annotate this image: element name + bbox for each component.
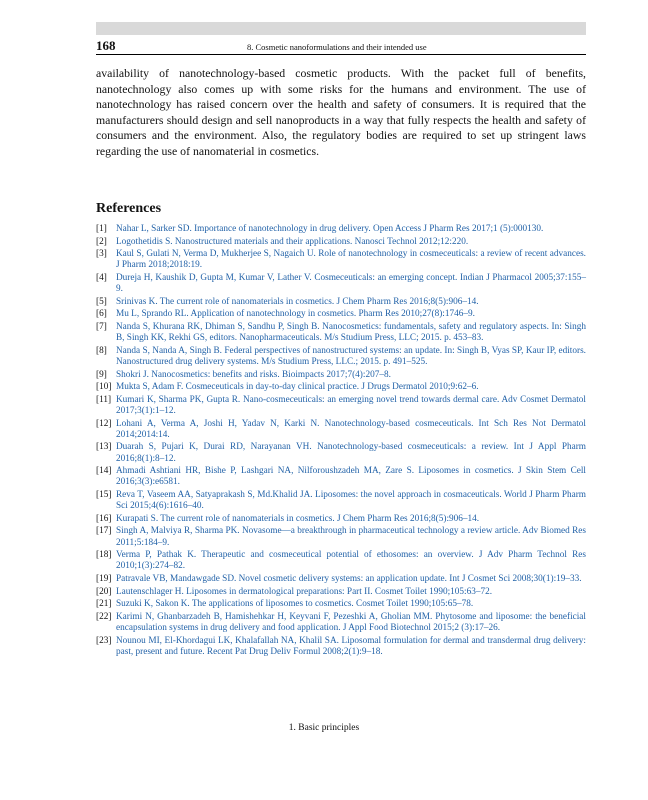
- reference-item: [96, 612, 586, 634]
- page-number: 168: [96, 38, 116, 53]
- reference-link[interactable]: Nahar L, Sarker SD. Importance of nanotechnology in drug delivery. Open Access J Pharm Res 2017;1 (5):000130.: [116, 224, 544, 234]
- reference-item: [96, 297, 586, 308]
- reference-link[interactable]: Patravale VB, Mandawgade SD. Novel cosmetic delivery systems: an application update. Int J Cosmet Sci 2008;30(1):19–33.: [116, 573, 582, 584]
- references-heading: References: [96, 201, 162, 216]
- reference-link[interactable]: Kurapati S. The current role of nanomaterials in cosmetics. J Chem Pharm Res 2016;8(5):906–14.: [116, 513, 480, 524]
- reference-link[interactable]: Logothetidis S. Nanostructured materials and their applications. Nanosci Technol 2012;12:220.: [116, 236, 469, 247]
- reference-item: [96, 346, 586, 368]
- reference-number: [1]: [96, 224, 107, 234]
- reference-item: [96, 442, 586, 464]
- reference-link[interactable]: Nanda S, Khurana RK, Dhiman S, Sandhu P, Singh B. Nanocosmetics: fundamentals, safety and regulatory aspects. In: Singh B, Singh KK, Rekhi GS, editors. Nanopharmaceuticals. M/s Studium Press, LLC; 2015. p. 453–83.: [116, 321, 586, 344]
- reference-item: [96, 395, 586, 417]
- reference-number: [10]: [96, 382, 112, 393]
- reference-number: [5]: [96, 296, 107, 307]
- reference-item: [96, 550, 586, 572]
- reference-number: [9]: [96, 369, 107, 380]
- reference-link[interactable]: Kumari K, Sharma PK, Gupta R. Nano-cosmeceuticals: an emerging novel trend towards dermal care. Adv Cosmet Dermatol 2017;3(1):1–12.: [116, 394, 586, 416]
- reference-item: [96, 249, 586, 271]
- reference-item: [96, 587, 586, 598]
- reference-item: [96, 382, 586, 393]
- reference-link[interactable]: Ahmadi Ashtiani HR, Bishe P, Lashgari NA, Nilforoushzadeh MA, Zare S. Liposomes in cosmetics. J Skin Stem Cell 2016;3(3):e6581.: [116, 466, 586, 488]
- reference-link[interactable]: Nanda S, Nanda A, Singh B. Federal perspectives of nanostructured systems: an update. In: Singh B, Vyas SP, Kaur IP, editors. Nanostructured drug delivery systems. M/s Studium Press, LLC.; 2015. p. 491–525.: [116, 345, 586, 367]
- reference-number: [3]: [96, 249, 107, 260]
- reference-link[interactable]: Kaul S, Gulati N, Verma D, Mukherjee S, Nagaich U. Role of nanotechnology in cosmeceuticals: a review of recent advances. J Pharm 2018;2018:19.: [116, 249, 586, 271]
- reference-item: [96, 636, 586, 658]
- reference-item: [96, 370, 586, 381]
- reference-number: [11]: [96, 394, 112, 405]
- reference-number: [22]: [96, 611, 112, 622]
- reference-number: [7]: [96, 321, 107, 332]
- reference-item: [96, 490, 586, 512]
- reference-number: [15]: [96, 489, 112, 500]
- reference-number: [8]: [96, 345, 107, 356]
- reference-item: [96, 599, 586, 610]
- reference-number: [20]: [96, 586, 112, 597]
- reference-number: [13]: [96, 442, 112, 453]
- reference-number: [4]: [96, 272, 107, 283]
- reference-link[interactable]: Mu L, Sprando RL. Application of nanotechnology in cosmetics. Pharm Res 2010;27(8):1746–9.: [116, 309, 475, 320]
- reference-number: [18]: [96, 550, 112, 561]
- reference-link[interactable]: Singh A, Malviya R, Sharma PK. Novasome—a breakthrough in pharmaceutical technology a review article. Adv Biomed Res 2011;5:184–9.: [116, 526, 586, 548]
- reference-number: [21]: [96, 599, 112, 610]
- reference-item: [96, 526, 586, 548]
- reference-number: [12]: [96, 418, 112, 429]
- header-divider: [96, 54, 586, 55]
- reference-link[interactable]: Nounou MI, El-Khordagui LK, Khalafallah NA, Khalil SA. Liposomal formulation for dermal and transdermal drug delivery: past, present and future. Recent Pat Drug Deliv Formul 2008;2(1):9–18.: [116, 635, 586, 657]
- reference-item: [96, 309, 586, 320]
- reference-link[interactable]: Reva T, Vaseem AA, Satyaprakash S, Md.Khalid JA. Liposomes: the novel approach in cosmaceuticals. World J Pharm Pharm Sci 2015;4(6):1616–40.: [116, 489, 586, 512]
- reference-item: [96, 574, 586, 585]
- reference-link[interactable]: Duarah S, Pujari K, Durai RD, Narayanan VH. Nanotechnology-based cosmeceuticals: a review. Int J Appl Pharm 2016;8(1):8–12.: [116, 442, 586, 464]
- reference-link[interactable]: Mukta S, Adam F. Cosmeceuticals in day-to-day clinical practice. J Drugs Dermatol 2010;9:62–6.: [116, 382, 479, 393]
- footer-section-label: 1. Basic principles: [288, 723, 360, 733]
- reference-number: [17]: [96, 526, 112, 537]
- reference-link[interactable]: Lohani A, Verma A, Joshi H, Yadav N, Karki N. Nanotechnology-based cosmeceuticals. Int Sch Res Not Dermatol 2014;2014:14.: [116, 418, 586, 440]
- reference-number: [2]: [96, 236, 107, 247]
- reference-item: [96, 322, 586, 344]
- reference-link[interactable]: Lautenschlager H. Liposomes in dermatological preparations: Part II. Cosmet Toilet 1990;105:63–72.: [116, 586, 493, 597]
- reference-item: [96, 419, 586, 441]
- reference-list: [96, 224, 586, 659]
- chapter-title: 8. Cosmetic nanoformulations and their intended use: [247, 42, 427, 52]
- reference-link[interactable]: Karimi N, Ghanbarzadeh B, Hamishehkar H, Keyvani F, Pezeshki A, Gholian MM. Phytosome and liposome: the beneficial encapsulation systems in drug delivery and food application. J Appl Food Biotechnol 2015;2 (3):17–26.: [116, 611, 586, 633]
- reference-number: [14]: [96, 466, 112, 477]
- reference-item: [96, 237, 586, 248]
- reference-link[interactable]: Verma P, Pathak K. Therapeutic and cosmeceutical potential of ethosomes: an overview. J Adv Pharm Technol Res 2010;1(3):274–82.: [116, 550, 586, 572]
- reference-item: [96, 514, 586, 525]
- reference-number: [6]: [96, 309, 107, 320]
- reference-link[interactable]: Dureja H, Kaushik D, Gupta M, Kumar V, Lather V. Cosmeceuticals: an emerging concept. Indian J Pharmacol 2005;37:155–9.: [116, 272, 586, 295]
- reference-item: [96, 273, 586, 295]
- header-bar: [96, 22, 586, 35]
- reference-link[interactable]: Suzuki K, Sakon K. The applications of liposomes to cosmetics. Cosmet Toilet 1990;105:65–78.: [116, 599, 474, 610]
- reference-link[interactable]: Shokri J. Nanocosmetics: benefits and risks. Bioimpacts 2017;7(4):207–8.: [116, 369, 391, 380]
- reference-number: [16]: [96, 513, 112, 524]
- reference-link[interactable]: Srinivas K. The current role of nanomaterials in cosmetics. J Chem Pharm Res 2016;8(5):906–14.: [116, 296, 479, 307]
- reference-number: [23]: [96, 635, 112, 646]
- body-paragraph: availability of nanotechnology-based cosmetic products. With the packet full of benefits, nanotechnology also comes up with some risks for the humans and environment. The use of nanotechnology has raised concern over the health and safety of consumers. It is required that the manufacturers should design and sell nanoproducts in a way that fully respects the health and safety of consumers and the environment. Also, the regulatory bodies are required to set up stringent laws regarding the use of nanomaterial in cosmetics.: [96, 66, 586, 158]
- reference-item: [96, 224, 586, 235]
- reference-number: [19]: [96, 573, 112, 584]
- reference-item: [96, 466, 586, 488]
